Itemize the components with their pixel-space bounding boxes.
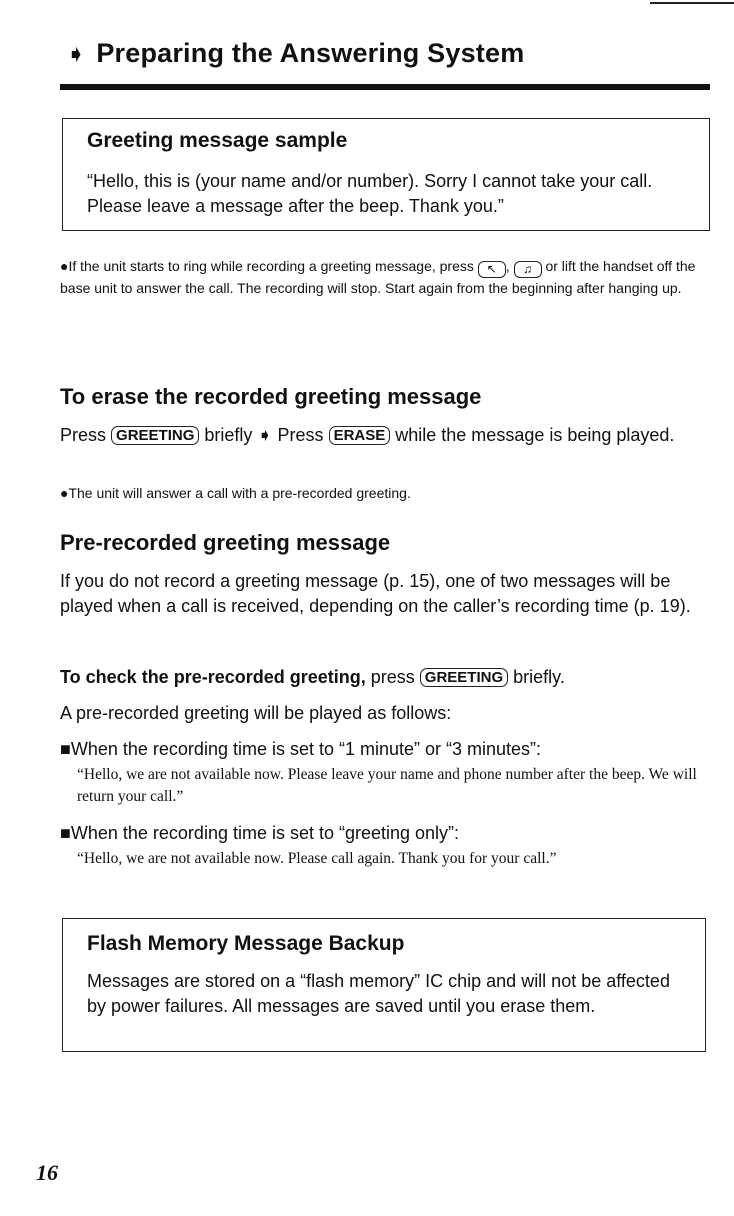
page-title-text: Preparing the Answering System (96, 38, 525, 68)
greeting-key: GREETING (111, 426, 199, 445)
check-greeting-line (60, 665, 710, 690)
check-press-label: press (370, 667, 415, 687)
flash-memory-text: Messages are stored on a “flash memory” IC chip and will not be affected by power failures. All messages are saved until you erase them. (87, 971, 670, 1016)
erase-press-label-2: Press (277, 425, 324, 445)
erase-note: ●The unit will answer a call with a pre-recorded greeting. (60, 485, 411, 501)
title-rule (60, 84, 710, 90)
page-number: 16 (36, 1160, 58, 1185)
title-arrow-icon: ➧ (66, 41, 87, 68)
prerecorded-heading: Pre-recorded greeting message (60, 530, 391, 555)
erase-rest-text: while the message is being played. (395, 425, 675, 445)
page-title (66, 38, 524, 69)
step-arrow-icon: ➧ (257, 425, 273, 445)
recording-note (60, 256, 710, 299)
erase-press-label: Press (60, 425, 107, 445)
case1-quote: “Hello, we are not available now. Please leave your name and phone number after the beep. We will return your call.” (77, 766, 697, 805)
greeting-key-2: GREETING (420, 668, 508, 687)
recording-note-part2: or lift the handset off the base unit to answer the call. The recording will stop. Start again from the beginning after hanging up. (60, 258, 696, 296)
prerecorded-intro: If you do not record a greeting message (p. 15), one of two messages will be played when a call is received, depending on the caller’s recording time (p. 19). (60, 571, 691, 616)
check-briefly-label: briefly. (513, 667, 565, 687)
erase-briefly-label: briefly (204, 425, 253, 445)
erase-key: ERASE (329, 426, 391, 445)
played-as-text: A pre-recorded greeting will be played as follows: (60, 703, 452, 723)
erase-heading: To erase the recorded greeting message (60, 384, 482, 409)
speakerphone-key-icon: ♫ (514, 261, 542, 278)
case1-label: ■When the recording time is set to “1 minute” or “3 minutes”: (60, 739, 542, 759)
greeting-sample-box (62, 118, 710, 231)
erase-instructions (60, 423, 710, 448)
greeting-sample-text: “Hello, this is (your name and/or number). Sorry I cannot take your call. Please leave a message after the beep. Thank you.” (87, 171, 653, 216)
recording-note-separator: , (505, 258, 510, 274)
flash-memory-box (62, 918, 706, 1052)
recording-note-part1: ●If the unit starts to ring while recording a greeting message, press (60, 258, 474, 274)
case2-quote: “Hello, we are not available now. Please call again. Thank you for your call.” (77, 850, 557, 867)
top-corner-rule (650, 2, 734, 4)
case2-label: ■When the recording time is set to “greeting only”: (60, 823, 460, 843)
greeting-sample-heading: Greeting message sample (87, 129, 348, 152)
check-greeting-bold: To check the pre-recorded greeting, (60, 667, 366, 687)
flash-memory-heading: Flash Memory Message Backup (87, 932, 405, 955)
flash-key-icon: ↖ (478, 261, 506, 278)
